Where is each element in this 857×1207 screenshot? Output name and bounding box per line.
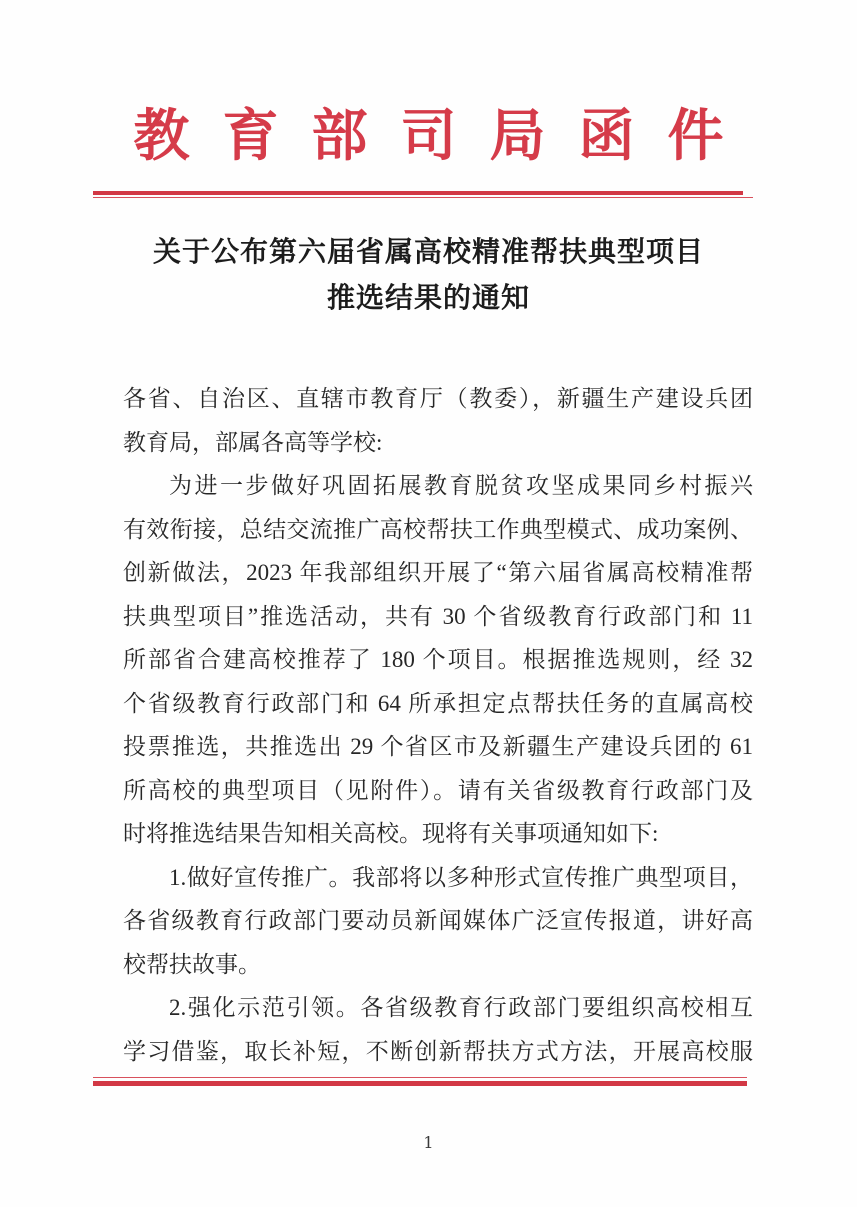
header-double-rule	[93, 191, 753, 198]
body-text-line: 创新做法，2023 年我部组织开展了“第六届省属高校精准帮	[123, 560, 753, 585]
body-text-line: 1.做好宣传推广。我部将以多种形式宣传推广典型项目，	[169, 864, 753, 890]
body-text-line: 校帮扶故事。	[123, 951, 261, 977]
header-rule-thick	[93, 191, 743, 195]
body-text-line: 各省级教育行政部门要动员新闻媒体广泛宣传报道，讲好高	[123, 908, 753, 933]
body-text-line: 为进一步做好巩固拓展教育脱贫攻坚成果同乡村振兴	[169, 473, 753, 498]
document-title-line-1: 关于公布第六届省属高校精准帮扶典型项目	[152, 237, 704, 268]
body-text-line: 教育局，部属各高等学校:	[123, 429, 383, 455]
footer-rule-thick	[93, 1081, 747, 1086]
body-text-line: 各省、自治区、直辖市教育厅（教委），新疆生产建设兵团	[123, 386, 753, 411]
body-text-line: 个省级教育行政部门和 64 所承担定点帮扶任务的直属高校	[123, 690, 753, 716]
footer-double-rule	[93, 1077, 747, 1086]
body-text-line: 所部省合建高校推荐了 180 个项目。根据推选规则，经 32	[123, 647, 753, 672]
body-text-line: 时将推选结果告知相关高校。现将有关事项通知如下:	[123, 821, 659, 846]
body-text-line: 所高校的典型项目（见附件）。请有关省级教育行政部门及	[123, 777, 753, 803]
header-rule-thin	[93, 197, 753, 198]
letterhead-title: 教育部司局函件	[133, 106, 757, 168]
document-title-line-2: 推选结果的通知	[326, 283, 530, 314]
page-number: 1	[423, 1133, 434, 1152]
document-title	[0, 230, 857, 322]
document-body	[123, 377, 753, 1073]
body-text-line: 扶典型项目”推选活动，共有 30 个省级教育行政部门和 11	[123, 603, 753, 629]
body-text-line: 有效衔接，总结交流推广高校帮扶工作典型模式、成功案例、	[123, 516, 753, 542]
body-text-line: 学习借鉴，取长补短，不断创新帮扶方式方法，开展高校服	[123, 1038, 753, 1064]
footer-rule-thin	[93, 1077, 747, 1078]
body-text-line: 投票推选，共推选出 29 个省区市及新疆生产建设兵团的 61	[123, 734, 753, 759]
body-text-line: 2.强化示范引领。各省级教育行政部门要组织高校相互	[169, 995, 753, 1020]
